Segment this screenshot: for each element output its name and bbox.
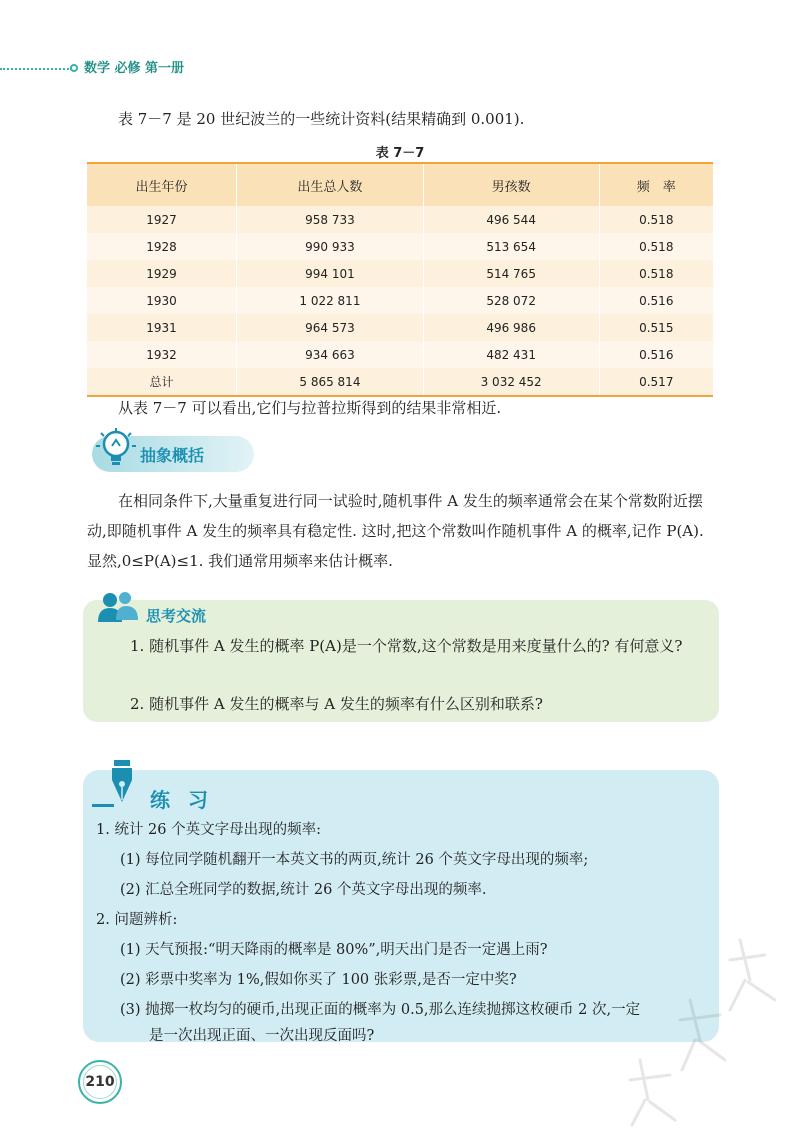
cell-boys: 482 431: [423, 341, 599, 368]
exercise-title: 练习: [150, 788, 226, 812]
cell-births: 964 573: [237, 314, 424, 341]
birth-statistics-table: [87, 162, 713, 397]
think-question-2: 2. 随机事件 A 发生的概率与 A 发生的频率有什么区别和联系?: [130, 695, 543, 713]
exercise-item-2-2: (2) 彩票中奖率为 1%,假如你买了 100 张彩票,是否一定中奖?: [120, 972, 517, 988]
exercise-item-1: 1. 统计 26 个英文字母出现的频率:: [96, 822, 321, 838]
pen-nib-icon: [90, 758, 142, 814]
cell-frequency: 0.516: [599, 341, 713, 368]
cell-year: 1927: [87, 206, 237, 233]
col-header-year: 出生年份: [87, 163, 237, 206]
header-dot: [70, 64, 78, 72]
page-number: 210: [85, 1074, 115, 1090]
cell-births: 934 663: [237, 341, 424, 368]
cell-births: 994 101: [237, 260, 424, 287]
intro-text: 表 7－7 是 20 世纪波兰的一些统计资料(结果精确到 0.001).: [118, 110, 525, 128]
abstract-title: 抽象概括: [140, 446, 205, 465]
publisher-watermark: [590, 920, 790, 1140]
exercise-item-1-1: (1) 每位同学随机翻开一本英文书的两页,统计 26 个英文字母出现的频率;: [120, 852, 589, 868]
cell-frequency: 0.516: [599, 287, 713, 314]
header-title: 数学 必修 第一册: [84, 61, 185, 76]
col-header-boys: 男孩数: [423, 163, 599, 206]
people-icon: [96, 590, 140, 626]
cell-boys: 528 072: [423, 287, 599, 314]
cell-births: 5 865 814: [237, 368, 424, 396]
table-caption: 表 7－7: [375, 146, 425, 161]
cell-frequency: 0.518: [599, 260, 713, 287]
after-table-text: 从表 7－7 可以看出,它们与拉普拉斯得到的结果非常相近.: [118, 399, 502, 417]
cell-boys: 3 032 452: [423, 368, 599, 396]
exercise-item-2-3: (3) 抛掷一枚均匀的硬币,出现正面的概率为 0.5,那么连续抛掷这枚硬币 2 次,一定: [120, 1002, 641, 1018]
cell-boys: 496 986: [423, 314, 599, 341]
cell-boys: 496 544: [423, 206, 599, 233]
cell-year: 1931: [87, 314, 237, 341]
table-row: [87, 341, 713, 368]
cell-year: 1930: [87, 287, 237, 314]
page-number-badge: [78, 1060, 122, 1104]
cell-frequency: 0.518: [599, 206, 713, 233]
exercise-item-2-1: (1) 天气预报:“明天降雨的概率是 80%”,明天出门是否一定遇上雨?: [120, 942, 548, 958]
cell-frequency: 0.515: [599, 314, 713, 341]
think-question-1: 1. 随机事件 A 发生的概率 P(A)是一个常数,这个常数是用来度量什么的? 有何意义?: [130, 637, 683, 655]
header-rule: [0, 68, 72, 70]
col-header-frequency: 频 率: [599, 163, 713, 206]
table-row: [87, 260, 713, 287]
definition-text: 在相同条件下,大量重复进行同一试验时,随机事件 A 发生的频率通常会在某个常数附近摆动,即随机事件 A 发生的频率具有稳定性. 这时,把这个常数叫作随机事件 A 的概率,记作 P(A). 显然,0≤P(A)≤1. 我们通常用频率来估计概率.: [87, 492, 704, 570]
cell-boys: 513 654: [423, 233, 599, 260]
cell-births: 990 933: [237, 233, 424, 260]
cell-year: 1928: [87, 233, 237, 260]
think-title: 思考交流: [146, 607, 207, 625]
table-row: [87, 287, 713, 314]
exercise-item-1-2: (2) 汇总全班同学的数据,统计 26 个英文字母出现的频率.: [120, 882, 487, 898]
cell-boys: 514 765: [423, 260, 599, 287]
cell-births: 958 733: [237, 206, 424, 233]
lightbulb-icon: [94, 426, 138, 470]
table-header-row: [87, 163, 713, 206]
cell-frequency: 0.518: [599, 233, 713, 260]
table-row: [87, 233, 713, 260]
cell-year: 1929: [87, 260, 237, 287]
cell-frequency: 0.517: [599, 368, 713, 396]
table-total-row: [87, 368, 713, 396]
table-row: [87, 314, 713, 341]
exercise-item-2: 2. 问题辨析:: [96, 912, 178, 928]
cell-year: 1932: [87, 341, 237, 368]
table-row: [87, 206, 713, 233]
cell-year: 总计: [87, 368, 237, 396]
cell-births: 1 022 811: [237, 287, 424, 314]
exercise-item-2-3-cont: 是一次出现正面、一次出现反面吗?: [149, 1028, 375, 1044]
col-header-births: 出生总人数: [237, 163, 424, 206]
